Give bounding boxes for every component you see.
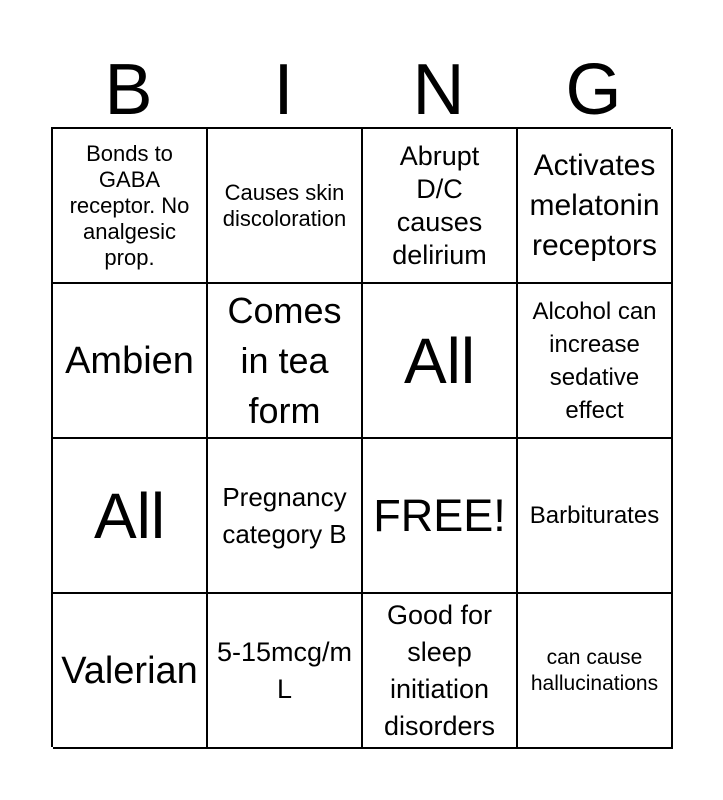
bingo-cell[interactable] xyxy=(53,439,208,594)
cell-text: Abrupt D/C causes delirium xyxy=(392,140,487,270)
bingo-cell[interactable] xyxy=(53,594,208,749)
header-letter-n: N xyxy=(412,50,465,130)
bingo-cell[interactable] xyxy=(53,129,208,284)
cell-text: Pregnancy category B xyxy=(222,481,347,549)
cell-text: Barbiturates xyxy=(529,501,660,529)
bingo-cell[interactable] xyxy=(363,284,518,439)
cell-text: Good for sleep initiation disorders xyxy=(383,599,496,741)
cell-text: Ambien xyxy=(65,339,194,382)
bingo-cell[interactable] xyxy=(518,284,673,439)
bingo-cell[interactable] xyxy=(518,594,673,749)
bingo-cell[interactable] xyxy=(208,594,363,749)
bingo-cell[interactable] xyxy=(518,439,673,594)
bingo-cell free-space[interactable] xyxy=(363,439,518,594)
header-letter-g: G xyxy=(565,50,622,130)
bingo-header xyxy=(51,52,671,128)
free-space-text: FREE! xyxy=(373,489,506,541)
header-letter-b: B xyxy=(104,50,153,130)
bingo-cell[interactable] xyxy=(208,439,363,594)
bingo-grid xyxy=(51,127,671,747)
bingo-cell[interactable] xyxy=(518,129,673,284)
bingo-cell[interactable] xyxy=(53,284,208,439)
cell-text: Activates melatonin receptors xyxy=(529,148,660,262)
cell-text: Valerian xyxy=(61,649,198,692)
bingo-cell[interactable] xyxy=(363,594,518,749)
cell-text: All xyxy=(93,479,166,552)
cell-text: Causes skin discoloration xyxy=(222,179,347,231)
cell-text: Bonds to GABA receptor. No analgesic prop. xyxy=(69,140,190,270)
cell-text: can cause hallucinations xyxy=(530,645,659,695)
bingo-cell[interactable] xyxy=(363,129,518,284)
cell-text: Alcohol can increase sedative effect xyxy=(532,297,657,424)
cell-text: Comes in tea form xyxy=(227,289,342,431)
cell-text: All xyxy=(403,324,476,397)
header-letter-i: I xyxy=(273,50,294,130)
bingo-cell[interactable] xyxy=(208,284,363,439)
bingo-cell[interactable] xyxy=(208,129,363,284)
cell-text: 5-15mcg/mL xyxy=(216,636,353,704)
